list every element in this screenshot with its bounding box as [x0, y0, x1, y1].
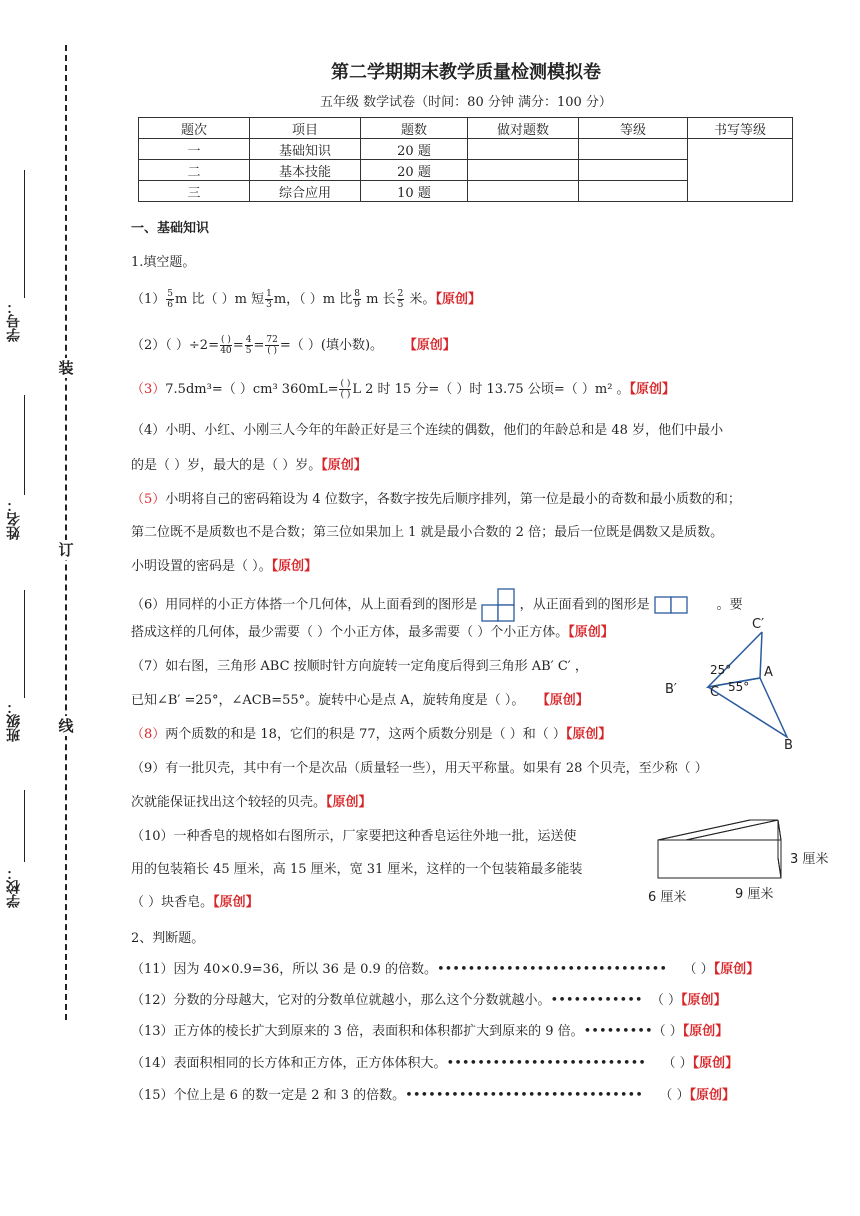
- original-tag: 【原创】: [326, 795, 372, 810]
- binding-char-xian: 线: [58, 717, 74, 735]
- question-6-line-2: 搭成这样的几何体，最少需要（ ）个小正方体，最多需要（ ）个小正方体。【原创】: [131, 625, 614, 640]
- original-tag: 【原创】: [689, 1088, 736, 1103]
- q2-text: =（ ）(填小数)。: [279, 338, 384, 353]
- q1-text: m 长: [361, 292, 396, 307]
- question-10-line-1: （10）一种香皂的规格如右图所示，厂家要把这种香皂运往外地一批，运送使: [131, 829, 577, 844]
- binding-char-ding: 订: [58, 541, 74, 559]
- exam-subtitle: 五年级 数学试卷（时间：80 分钟 满分：100 分）: [320, 95, 612, 110]
- correct-count-cell[interactable]: [468, 160, 579, 181]
- q3-text: L 2 时 15 分=（ ）时 13.75 公顷=（ ）m² 。: [352, 382, 630, 397]
- soap-box-figure: [640, 812, 840, 907]
- question-8: （8）两个质数的和是 18，它们的积是 77，这两个质数分别是（ ）和（ ）【原创】: [131, 727, 612, 742]
- question-5-line-1: （5）小明将自己的密码箱设为 4 位数字，各数字按先后顺序排列，第一位是最小的奇数和最小质数的和；: [131, 492, 741, 507]
- writing-grade-cell[interactable]: [688, 139, 793, 202]
- label-b: B: [784, 738, 793, 753]
- original-tag: 【原创】: [565, 727, 612, 742]
- answer-blank[interactable]: （ ）: [662, 1056, 693, 1071]
- original-tag: 【原创】: [271, 559, 318, 574]
- question-1: [131, 288, 481, 310]
- question-4-line-1: （4）小明、小红、小刚三人今年的年龄正好是三个连续的偶数，他们的年龄总和是 48 岁，他们中最小: [131, 423, 724, 438]
- q3-number: （3）: [131, 382, 166, 397]
- score-header-cell: 项目: [250, 118, 361, 139]
- original-tag: 【原创】: [435, 292, 481, 307]
- original-tag: 【原创】: [536, 693, 589, 708]
- q1-text: 米。: [405, 292, 436, 307]
- original-tag: 【原创】: [403, 338, 456, 353]
- section-heading-basic: 一、基础知识: [131, 221, 210, 236]
- grade-cell[interactable]: [579, 139, 688, 160]
- question-3: [131, 378, 675, 400]
- judge-item: （12）分数的分母越大，它对的分数单位就越小，那么这个分数就越小。•••••••••••• （ ）【原创】: [131, 993, 727, 1008]
- grade-cell[interactable]: [579, 160, 688, 181]
- question-7-line-2: 已知∠B′ =25°，∠ACB=55°。旋转中心是点 A，旋转角度是（ ）。 【原创】: [131, 693, 589, 708]
- q3-text: 7.5dm³=（ ）cm³ 360mL=: [165, 382, 339, 397]
- angle-25-label: 25°: [710, 663, 732, 677]
- q1-text: （1）: [131, 292, 166, 307]
- score-table: [138, 117, 793, 202]
- original-tag: 【原创】: [321, 458, 367, 473]
- table-row: [139, 139, 793, 160]
- q5-number: （5）: [131, 492, 166, 507]
- fraction: $\frac{2}{5}$: [397, 289, 404, 310]
- q1-text: m 比（ ）m 短: [175, 292, 265, 307]
- original-tag: 【原创】: [713, 962, 760, 977]
- question-9-line-1: （9）有一批贝壳，其中有一个是次品（质量轻一些），用天平称量。如果有 28 个贝壳，至少称（ ）: [131, 761, 708, 776]
- original-tag: 【原创】: [680, 993, 727, 1008]
- binding-char-zhuang: 装: [58, 359, 74, 377]
- class-line[interactable]: [24, 590, 25, 698]
- question-6-line-1: （6）用同样的小正方体搭一个几何体，从上面看到的图形是 ，从正面看到的图形是 。要: [131, 588, 743, 622]
- original-tag: 【原创】: [629, 382, 676, 397]
- question-7-line-1: （7）如右图，三角形 ABC 按顺时针方向旋转一定角度后得到三角形 AB′ C′ ，: [131, 659, 588, 674]
- question-10-line-3: （ ）块香皂。【原创】: [131, 895, 259, 910]
- question-5-line-3: 小明设置的密码是（ ）。【原创】: [131, 559, 318, 574]
- student-id-line[interactable]: [24, 170, 25, 298]
- soap-width-label: 6 厘米: [648, 890, 687, 905]
- correct-count-cell[interactable]: [468, 139, 579, 160]
- rotation-triangle-figure: [660, 612, 810, 757]
- score-header-cell: 题数: [361, 118, 468, 139]
- judge-item: （13）正方体的棱长扩大到原来的 3 倍，表面积和体积都扩大到原来的 9 倍。•••••••••（ ）【原创】: [131, 1024, 729, 1039]
- score-header-cell: 做对题数: [468, 118, 579, 139]
- table-cell: 20 题: [361, 139, 468, 160]
- question-9-line-2: 次就能保证找出这个较轻的贝壳。【原创】: [131, 795, 372, 810]
- fraction: $\frac{4}{5}$: [245, 335, 252, 356]
- table-cell: 综合应用: [250, 181, 361, 202]
- soap-length-label: 9 厘米: [735, 887, 774, 902]
- fraction: $\frac{( )}{40}$: [220, 335, 232, 356]
- table-cell: 基本技能: [250, 160, 361, 181]
- answer-blank[interactable]: （ ）: [650, 993, 681, 1008]
- name-label: 姓名：: [6, 498, 22, 540]
- table-cell: 二: [139, 160, 250, 181]
- question-4-line-2: 的是（ ）岁，最大的是（ ）岁。【原创】: [131, 458, 367, 473]
- fill-blank-heading: 1.填空题。: [131, 255, 196, 270]
- section-heading-judge: 2、判断题。: [131, 931, 205, 946]
- fraction: $\frac{( )}{( )}$: [340, 379, 351, 400]
- answer-blank[interactable]: （ ）: [659, 1088, 690, 1103]
- score-table-header: [139, 118, 793, 139]
- label-a: A: [764, 665, 773, 680]
- answer-blank[interactable]: （ ）: [683, 962, 714, 977]
- original-tag: 【原创】: [213, 895, 259, 910]
- judge-item: （11）因为 40×0.9=36，所以 36 是 0.9 的倍数。•••••••••••••••••••••••••••••• （ ）【原创】: [131, 962, 760, 977]
- table-cell: 10 题: [361, 181, 468, 202]
- judge-item: （15）个位上是 6 的数一定是 2 和 3 的倍数。••••••••••••••••••••••••••••••• （ ）【原创】: [131, 1088, 736, 1103]
- class-label: 班级：: [6, 700, 22, 742]
- fraction: $\frac{5}{6}$: [167, 289, 174, 310]
- exam-title: 第二学期期末教学质量检测模拟卷: [331, 62, 601, 83]
- score-header-cell: 书写等级: [688, 118, 793, 139]
- original-tag: 【原创】: [682, 1024, 729, 1039]
- question-5-line-2: 第二位既不是质数也不是合数；第三位如果加上 1 就是最小合数的 2 倍；最后一位既是偶数又是质数。: [131, 525, 724, 540]
- original-tag: 【原创】: [568, 625, 614, 640]
- q1-text: m，（ ）m 比: [273, 292, 353, 307]
- angle-55-label: 55°: [728, 680, 750, 694]
- score-header-cell: 等级: [579, 118, 688, 139]
- question-2: （2）（ ）÷2= $\frac{( )}{40}$ = $\frac{4}{5}$ = $\frac{72}{( )}$ =（ ）(填小数)。 【原创】: [131, 335, 456, 356]
- school-line[interactable]: [24, 790, 25, 862]
- table-cell: 基础知识: [250, 139, 361, 160]
- top-view-figure: [481, 588, 515, 622]
- judge-item: （14）表面积相同的长方体和正方体，正方体体积大。•••••••••••••••••••••••••• （ ）【原创】: [131, 1056, 739, 1071]
- q8-number: （8）: [131, 727, 166, 742]
- original-tag: 【原创】: [692, 1056, 739, 1071]
- label-b-prime: B′: [665, 682, 677, 697]
- name-line[interactable]: [24, 395, 25, 495]
- soap-height-label: 3 厘米: [790, 852, 829, 867]
- question-10-line-2: 用的包装箱长 45 厘米，高 15 厘米，宽 31 厘米，这样的一个包装箱最多能装: [131, 862, 583, 877]
- q2-text: （2）（ ）÷2=: [131, 338, 219, 353]
- school-label: 学校：: [6, 866, 22, 908]
- label-c: C: [710, 685, 720, 700]
- table-cell: 三: [139, 181, 250, 202]
- score-header-cell: 题次: [139, 118, 250, 139]
- grade-cell[interactable]: [579, 181, 688, 202]
- answer-blank[interactable]: （ ）: [652, 1024, 683, 1039]
- fraction: $\frac{8}{9}$: [354, 289, 360, 310]
- student-id-label: 学号：: [6, 300, 22, 342]
- label-c-prime: C′: [752, 617, 765, 632]
- fraction: $\frac{1}{3}$: [266, 289, 272, 310]
- fraction: $\frac{72}{( )}$: [266, 335, 278, 356]
- table-cell: 一: [139, 139, 250, 160]
- binding-dash-line: [65, 45, 67, 1020]
- correct-count-cell[interactable]: [468, 181, 579, 202]
- table-cell: 20 题: [361, 160, 468, 181]
